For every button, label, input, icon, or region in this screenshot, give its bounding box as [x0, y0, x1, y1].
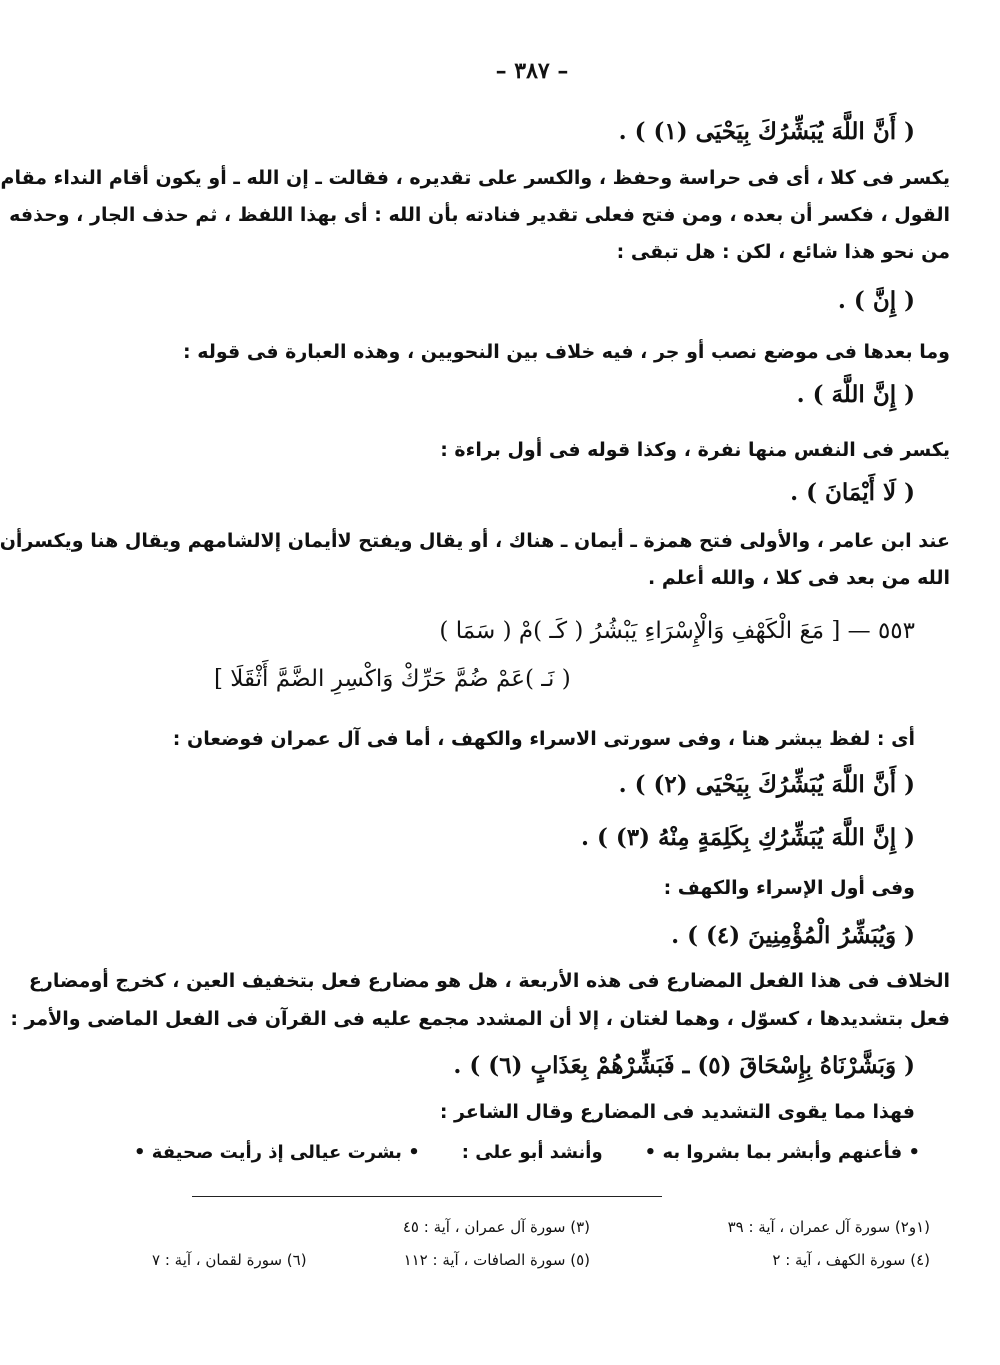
body-line: وفى أول الإسراء والكهف : [663, 877, 915, 899]
quran-quote: ( إِنَّ اللَّهَ يُبَشِّرُكِ بِكَلِمَةٍ مِنْهُ (٣) ) . [580, 824, 915, 851]
quran-quote: ( وَبَشَّرْنَاهُ بِإِسْحَاقَ (٥) ـ فَبَشِّرْهُمْ بِعَذَابٍ (٦) ) . [453, 1052, 915, 1079]
verse-hemistich-1: • بشرت عيالى إذ رأيت صحيفة • [134, 1142, 420, 1163]
footnote-4: (٤) سورة الكهف ، آية : ٢ [772, 1251, 930, 1269]
poem-line-2: ( نَـ )عَمْ ضُمَّ حَرِّكْ وَاكْسِرِ الضَّمَّ أَثْقَلَا ] [214, 666, 571, 692]
poetry-verse-row [134, 1142, 920, 1163]
quran-quote: ( أَنَّ اللَّهَ يُبَشِّرُكَ بِيَحْيَى (٢) ) . [618, 771, 915, 798]
quran-quote: ( إِنَّ اللَّهَ ) . [796, 381, 915, 408]
verse-narrator-note: وأنشد أبو على : [461, 1142, 603, 1163]
footnote-1-2: (١و٢) سورة آل عمران ، آية : ٣٩ [727, 1218, 930, 1236]
poem-line-1: ٥٥٣ — [ مَعَ الْكَهْفِ وَالْإِسْرَاءِ يَبْشُرُ ( كَـ )مْ ( سَمَا ) [439, 618, 915, 644]
quran-quote: ( وَيُبَشِّرُ الْمُؤْمِنِينَ (٤) ) . [671, 922, 915, 949]
body-line: الله من بعد فى كلا ، والله أعلم . [648, 567, 950, 589]
body-line: عند ابن عامر ، والأولى فتح همزة ـ أيمان ـ هناك ، أو يقال ويفتح لاأيمان إلالشامهم ويقال هنا ويكسرأن [0, 530, 950, 552]
body-line: يكسر فى كلا ، أى فى حراسة وحفظ ، والكسر على تقديره ، فقالت ـ إن الله ـ أو يكون أقام النداء مقام [0, 167, 950, 189]
footnote-3: (٣) سورة آل عمران ، آية : ٤٥ [402, 1218, 590, 1236]
verse-hemistich-2: • فأعنهم وأبشر بما بشروا به • [644, 1142, 920, 1163]
footnote-separator [192, 1196, 662, 1197]
body-line: القول ، فكسر أن بعده ، ومن فتح فعلى تقدير فنادته بأن الله : أى بهذا اللفظ ، ثم حذف الجار ، وحذفه [9, 204, 950, 226]
page-number: – ٣٨٧ – [495, 58, 569, 84]
body-line: من نحو هذا شائع ، لكن : هل تبقى : [616, 241, 950, 263]
body-line: وما بعدها فى موضع نصب أو جر ، فيه خلاف بين النحويين ، وهذه العبارة فى قوله : [183, 341, 950, 363]
quran-quote: ( إِنَّ ) . [837, 287, 915, 314]
body-line: أى : لفظ يبشر هنا ، وفى سورتى الاسراء والكهف ، أما فى آل عمران فوضعان : [172, 728, 915, 750]
footnote-5: (٥) سورة الصافات ، آية : ١١٢ [403, 1251, 590, 1269]
footnote-6: (٦) سورة لقمان ، آية : ٧ [152, 1251, 307, 1269]
quran-quote: ( لَا أَيْمَانَ ) . [790, 479, 915, 506]
quran-quote: ( أَنَّ اللَّهَ يُبَشِّرُكَ بِيَحْيَى (١) ) . [618, 118, 915, 145]
body-line: يكسر فى النفس منها نفرة ، وكذا قوله فى أول براءة : [440, 439, 950, 461]
body-line: فهذا مما يقوى التشديد فى المضارع وقال الشاعر : [439, 1101, 915, 1123]
body-line: الخلاف فى هذا الفعل المضارع فى هذه الأربعة ، هل هو مضارع فعل بتخفيف العين ، كخرج أومضارع [28, 970, 950, 992]
body-line: فعل بتشديدها ، كسوّل ، وهما لغتان ، إلا أن المشدد مجمع عليه فى القرآن فى الفعل الماضى والأمر : [10, 1008, 950, 1030]
